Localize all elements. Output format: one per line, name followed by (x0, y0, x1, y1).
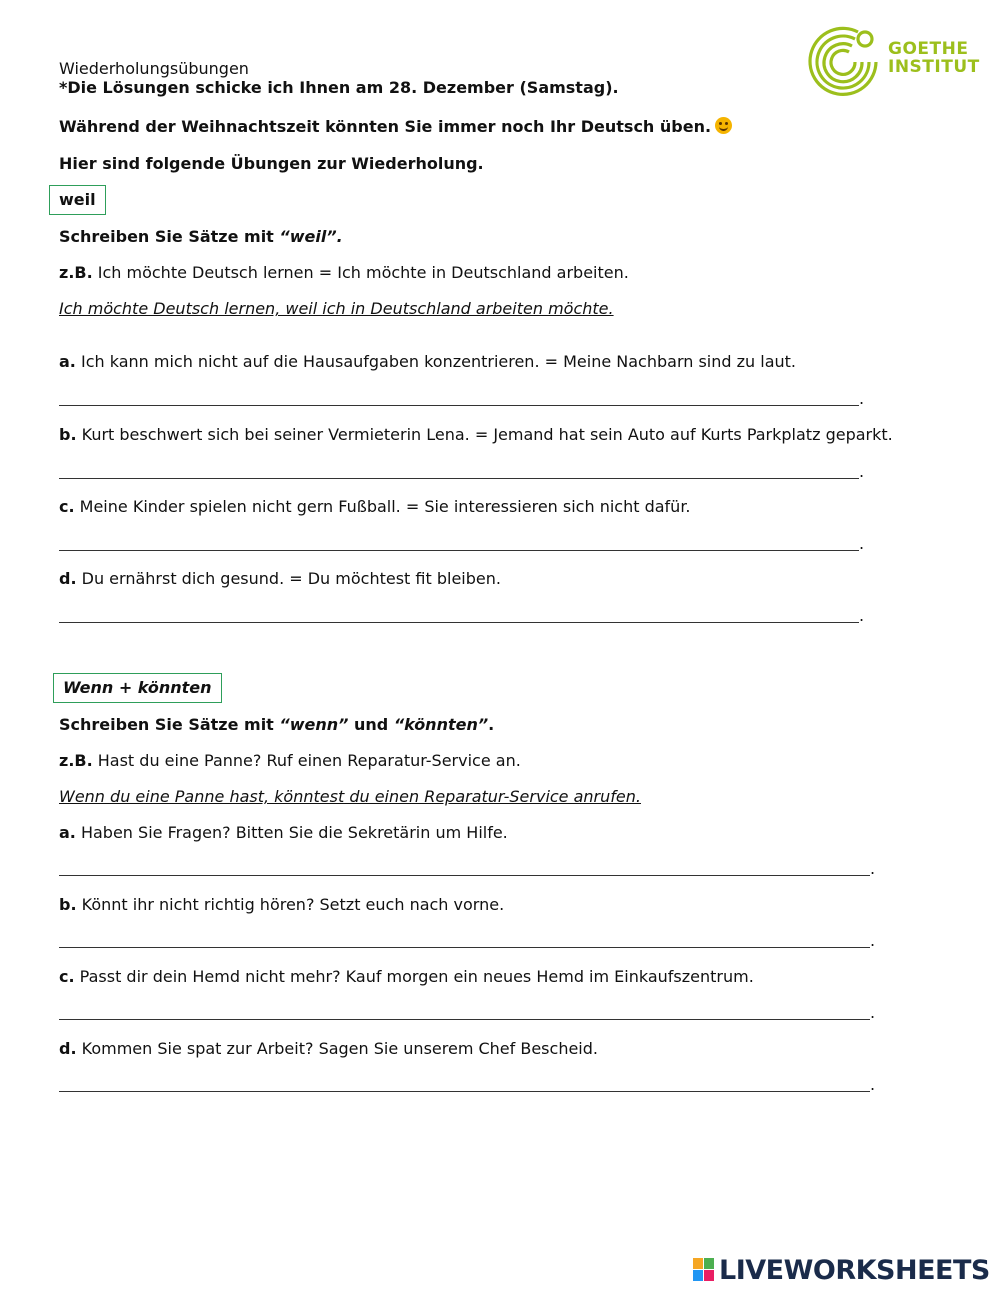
liveworksheets-logo-icon (693, 1258, 715, 1282)
answer-line-1d[interactable] (59, 622, 859, 623)
smile-emoji-icon (715, 117, 732, 134)
answer-end-dot: . (859, 606, 865, 625)
section1-item-d: d. Du ernährst dich gesund. = Du möchtest fit bleiben. (59, 569, 501, 588)
answer-line-2c[interactable] (59, 1019, 870, 1020)
answer-end-dot: . (870, 1003, 876, 1022)
section1-instruction: Schreiben Sie Sätze mit “weil”. (59, 227, 343, 246)
document-subtitle: Wiederholungsübungen (59, 59, 249, 78)
answer-end-dot: . (859, 389, 865, 408)
answer-end-dot: . (870, 1075, 876, 1094)
section-tag-weil: weil (49, 185, 106, 215)
section1-item-b: b. Kurt beschwert sich bei seiner Vermieterin Lena. = Jemand hat sein Auto auf Kurts Parkplatz geparkt. (59, 425, 893, 444)
section1-example-answer: Ich möchte Deutsch lernen, weil ich in Deutschland arbeiten möchte. (59, 299, 614, 318)
answer-line-2a[interactable] (59, 875, 870, 876)
goethe-wordmark: GOETHE INSTITUT (888, 39, 980, 77)
section2-item-c: c. Passt dir dein Hemd nicht mehr? Kauf morgen ein neues Hemd im Einkaufszentrum. (59, 967, 754, 986)
answer-end-dot: . (870, 931, 876, 950)
answer-end-dot: . (870, 859, 876, 878)
answer-line-1a[interactable] (59, 405, 859, 406)
answer-end-dot: . (859, 534, 865, 553)
section-tag-wenn-koennten: Wenn + könnten (53, 673, 222, 703)
solutions-note: *Die Lösungen schicke ich Ihnen am 28. Dezember (Samstag). (59, 78, 619, 97)
answer-line-2b[interactable] (59, 947, 870, 948)
intro-text: Hier sind folgende Übungen zur Wiederholung. (59, 154, 484, 173)
section2-item-b: b. Könnt ihr nicht richtig hören? Setzt euch nach vorne. (59, 895, 505, 914)
answer-end-dot: . (859, 462, 865, 481)
answer-line-2d[interactable] (59, 1091, 870, 1092)
section2-item-a: a. Haben Sie Fragen? Bitten Sie die Sekretärin um Hilfe. (59, 823, 508, 842)
section1-example: z.B. Ich möchte Deutsch lernen = Ich möchte in Deutschland arbeiten. (59, 263, 629, 282)
section2-instruction: Schreiben Sie Sätze mit “wenn” und “könnten”. (59, 715, 495, 734)
section2-example-answer: Wenn du eine Panne hast, könntest du einen Reparatur-Service anrufen. (59, 787, 641, 806)
answer-line-1b[interactable] (59, 478, 859, 479)
liveworksheets-brand[interactable]: LIVEWORKSHEETS (693, 1254, 990, 1286)
section2-example: z.B. Hast du eine Panne? Ruf einen Reparatur-Service an. (59, 751, 521, 770)
section2-item-d: d. Kommen Sie spat zur Arbeit? Sagen Sie unserem Chef Bescheid. (59, 1039, 598, 1058)
section1-item-c: c. Meine Kinder spielen nicht gern Fußball. = Sie interessieren sich nicht dafür. (59, 497, 691, 516)
answer-line-1c[interactable] (59, 550, 859, 551)
christmas-note: Während der Weihnachtszeit könnten Sie immer noch Ihr Deutsch üben. (59, 117, 732, 136)
section1-item-a: a. Ich kann mich nicht auf die Hausaufgaben konzentrieren. = Meine Nachbarn sind zu laut. (59, 352, 796, 371)
